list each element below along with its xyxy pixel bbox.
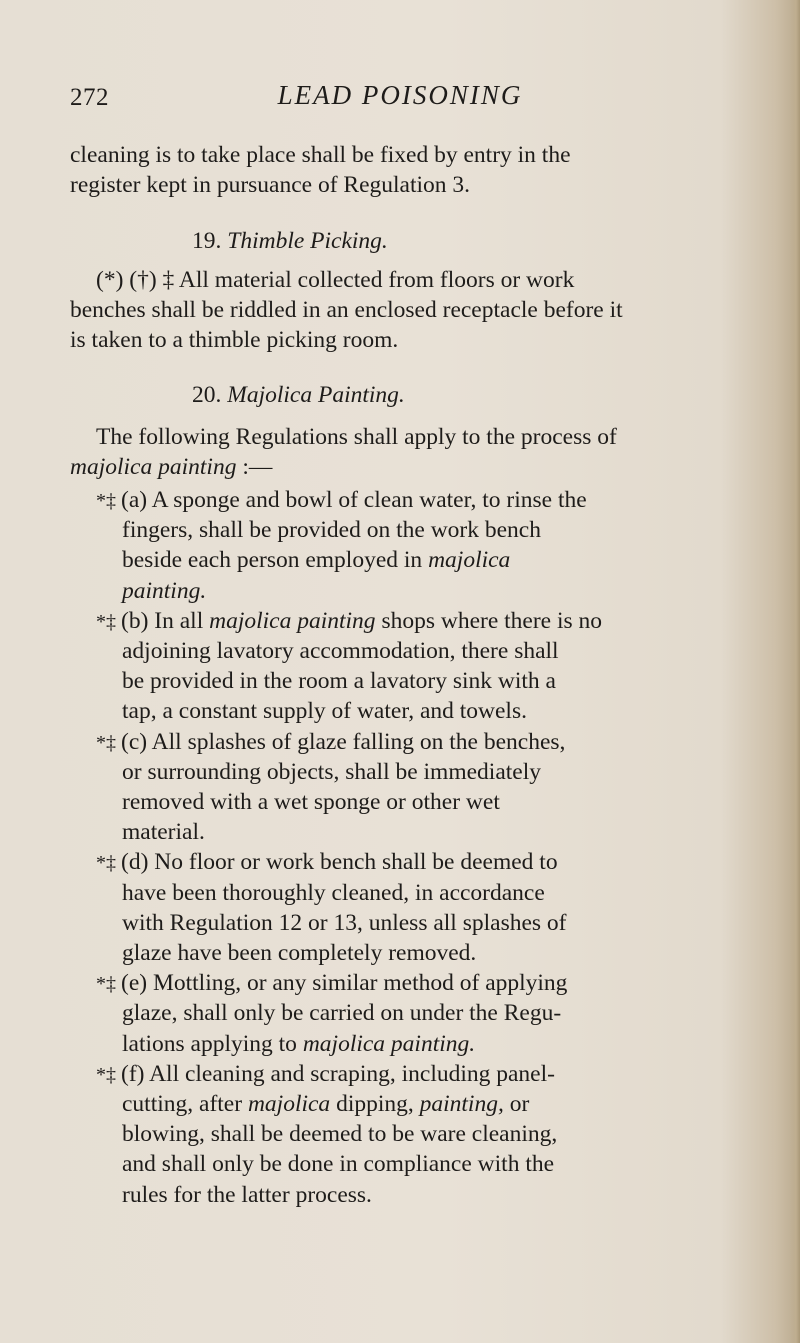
item-line: [122, 787, 500, 817]
text-run: cutting, after: [122, 1091, 248, 1117]
text-run: glaze, shall only be carried on under the Regu-: [122, 1000, 562, 1027]
page-edge-shadow: [790, 0, 800, 1343]
intro-rest: :—: [236, 454, 273, 480]
item-label: (d): [121, 849, 155, 876]
item-line: [122, 576, 206, 606]
item-line: [122, 817, 205, 847]
text-run: beside each person employed in: [122, 547, 429, 574]
text-run: majolica: [247, 1091, 331, 1117]
text-run: In all: [154, 607, 210, 634]
item-first-line: [96, 485, 587, 516]
item-label: (b): [121, 607, 155, 634]
text-run: material.: [122, 819, 205, 846]
text-run: lations applying to: [122, 1030, 303, 1057]
item-first-line: [96, 847, 558, 878]
section-title: Thimble Picking.: [227, 228, 388, 254]
text-run: dipping,: [330, 1091, 420, 1117]
item-marker: *‡: [96, 731, 121, 754]
text-run: or surrounding objects, shall be immediately: [122, 758, 541, 785]
item-label: (a): [121, 487, 152, 513]
text-run: shops where there is no: [375, 607, 603, 634]
item-line: [122, 1119, 557, 1149]
item-line: [122, 636, 559, 666]
section-20-intro-line-1: The following Regulations shall apply to the process of: [96, 424, 617, 450]
item-line: [122, 908, 567, 938]
text-run: removed with a wet sponge or other wet: [122, 789, 500, 815]
item-first-line: [96, 968, 567, 999]
item-label: (c): [121, 728, 152, 755]
section-title: Majolica Painting.: [227, 382, 405, 408]
section-19-heading: [192, 226, 388, 256]
text-run: glaze have been completely removed.: [122, 940, 477, 966]
text-run: majolica painting: [209, 607, 376, 634]
section-number: 20.: [192, 382, 222, 408]
item-marker: *‡: [96, 490, 121, 512]
text-run: fingers, shall be provided on the work bench: [122, 517, 541, 544]
text-run: have been thoroughly cleaned, in accordance: [122, 879, 545, 906]
text-run: or: [503, 1091, 530, 1117]
section-number: 19.: [192, 228, 222, 254]
item-line: [122, 1029, 475, 1059]
item-first-line: [96, 727, 565, 758]
item-marker: *‡: [96, 1063, 121, 1086]
item-line: [122, 878, 545, 908]
item-marker: *‡: [96, 973, 121, 996]
continuation-line-2: register kept in pursuance of Regulation 3.: [70, 172, 471, 198]
text-run: be provided in the room a lavatory sink with a: [122, 668, 556, 695]
item-first-line: [96, 1059, 555, 1090]
section-20-intro-line-2: [70, 452, 272, 482]
text-run: blowing, shall be deemed to be ware cleaning,: [122, 1121, 558, 1148]
item-marker: *‡: [96, 852, 121, 875]
item-line: [122, 1089, 529, 1119]
text-run: majolica painting.: [302, 1030, 476, 1057]
text-run: adjoining lavatory accommodation, there shall: [122, 638, 559, 664]
item-line: [122, 998, 561, 1028]
item-line: [122, 938, 476, 968]
text-run: All cleaning and scraping, including panel-: [149, 1060, 555, 1087]
item-line: [122, 1149, 554, 1179]
text-run: Mottling, or any similar method of applying: [152, 970, 568, 997]
item-line: [122, 545, 510, 575]
item-first-line: [96, 606, 602, 637]
running-head: LEAD POISONING: [277, 80, 523, 110]
text-run: A sponge and bowl of clean water, to rinse the: [151, 487, 587, 513]
item-line: [122, 696, 527, 726]
text-run: rules for the latter process.: [122, 1181, 372, 1208]
text-run: painting.: [122, 577, 207, 604]
section-19-line-3: is taken to a thimble picking room.: [70, 327, 399, 353]
item-line: [122, 515, 541, 545]
text-run: All splashes of glaze falling on the benches,: [151, 728, 566, 755]
text-run: painting,: [419, 1091, 504, 1117]
text-run: and shall only be done in compliance with the: [122, 1151, 555, 1178]
section-19-line-2: benches shall be riddled in an enclosed receptacle before it: [70, 297, 623, 323]
text-run: majolica: [428, 547, 511, 574]
continuation-line-1: cleaning is to take place shall be fixed by entry in the: [70, 142, 571, 168]
item-label: (e): [121, 970, 153, 997]
item-label: (f): [121, 1060, 150, 1087]
text-run: with Regulation 12 or 13, unless all splashes of: [122, 909, 567, 936]
text-run: No floor or work bench shall be deemed to: [154, 849, 558, 876]
section-19-line-1: (*) (†) ‡ All material collected from floors or work: [96, 267, 575, 293]
item-line: [122, 1180, 372, 1210]
page-number: 272: [70, 84, 109, 111]
section-20-heading: [192, 380, 405, 410]
text-run: tap, a constant supply of water, and towels.: [122, 698, 527, 725]
intro-italic-term: majolica painting: [70, 454, 237, 480]
item-line: [122, 757, 541, 787]
item-line: [122, 666, 556, 696]
item-marker: *‡: [96, 610, 121, 633]
